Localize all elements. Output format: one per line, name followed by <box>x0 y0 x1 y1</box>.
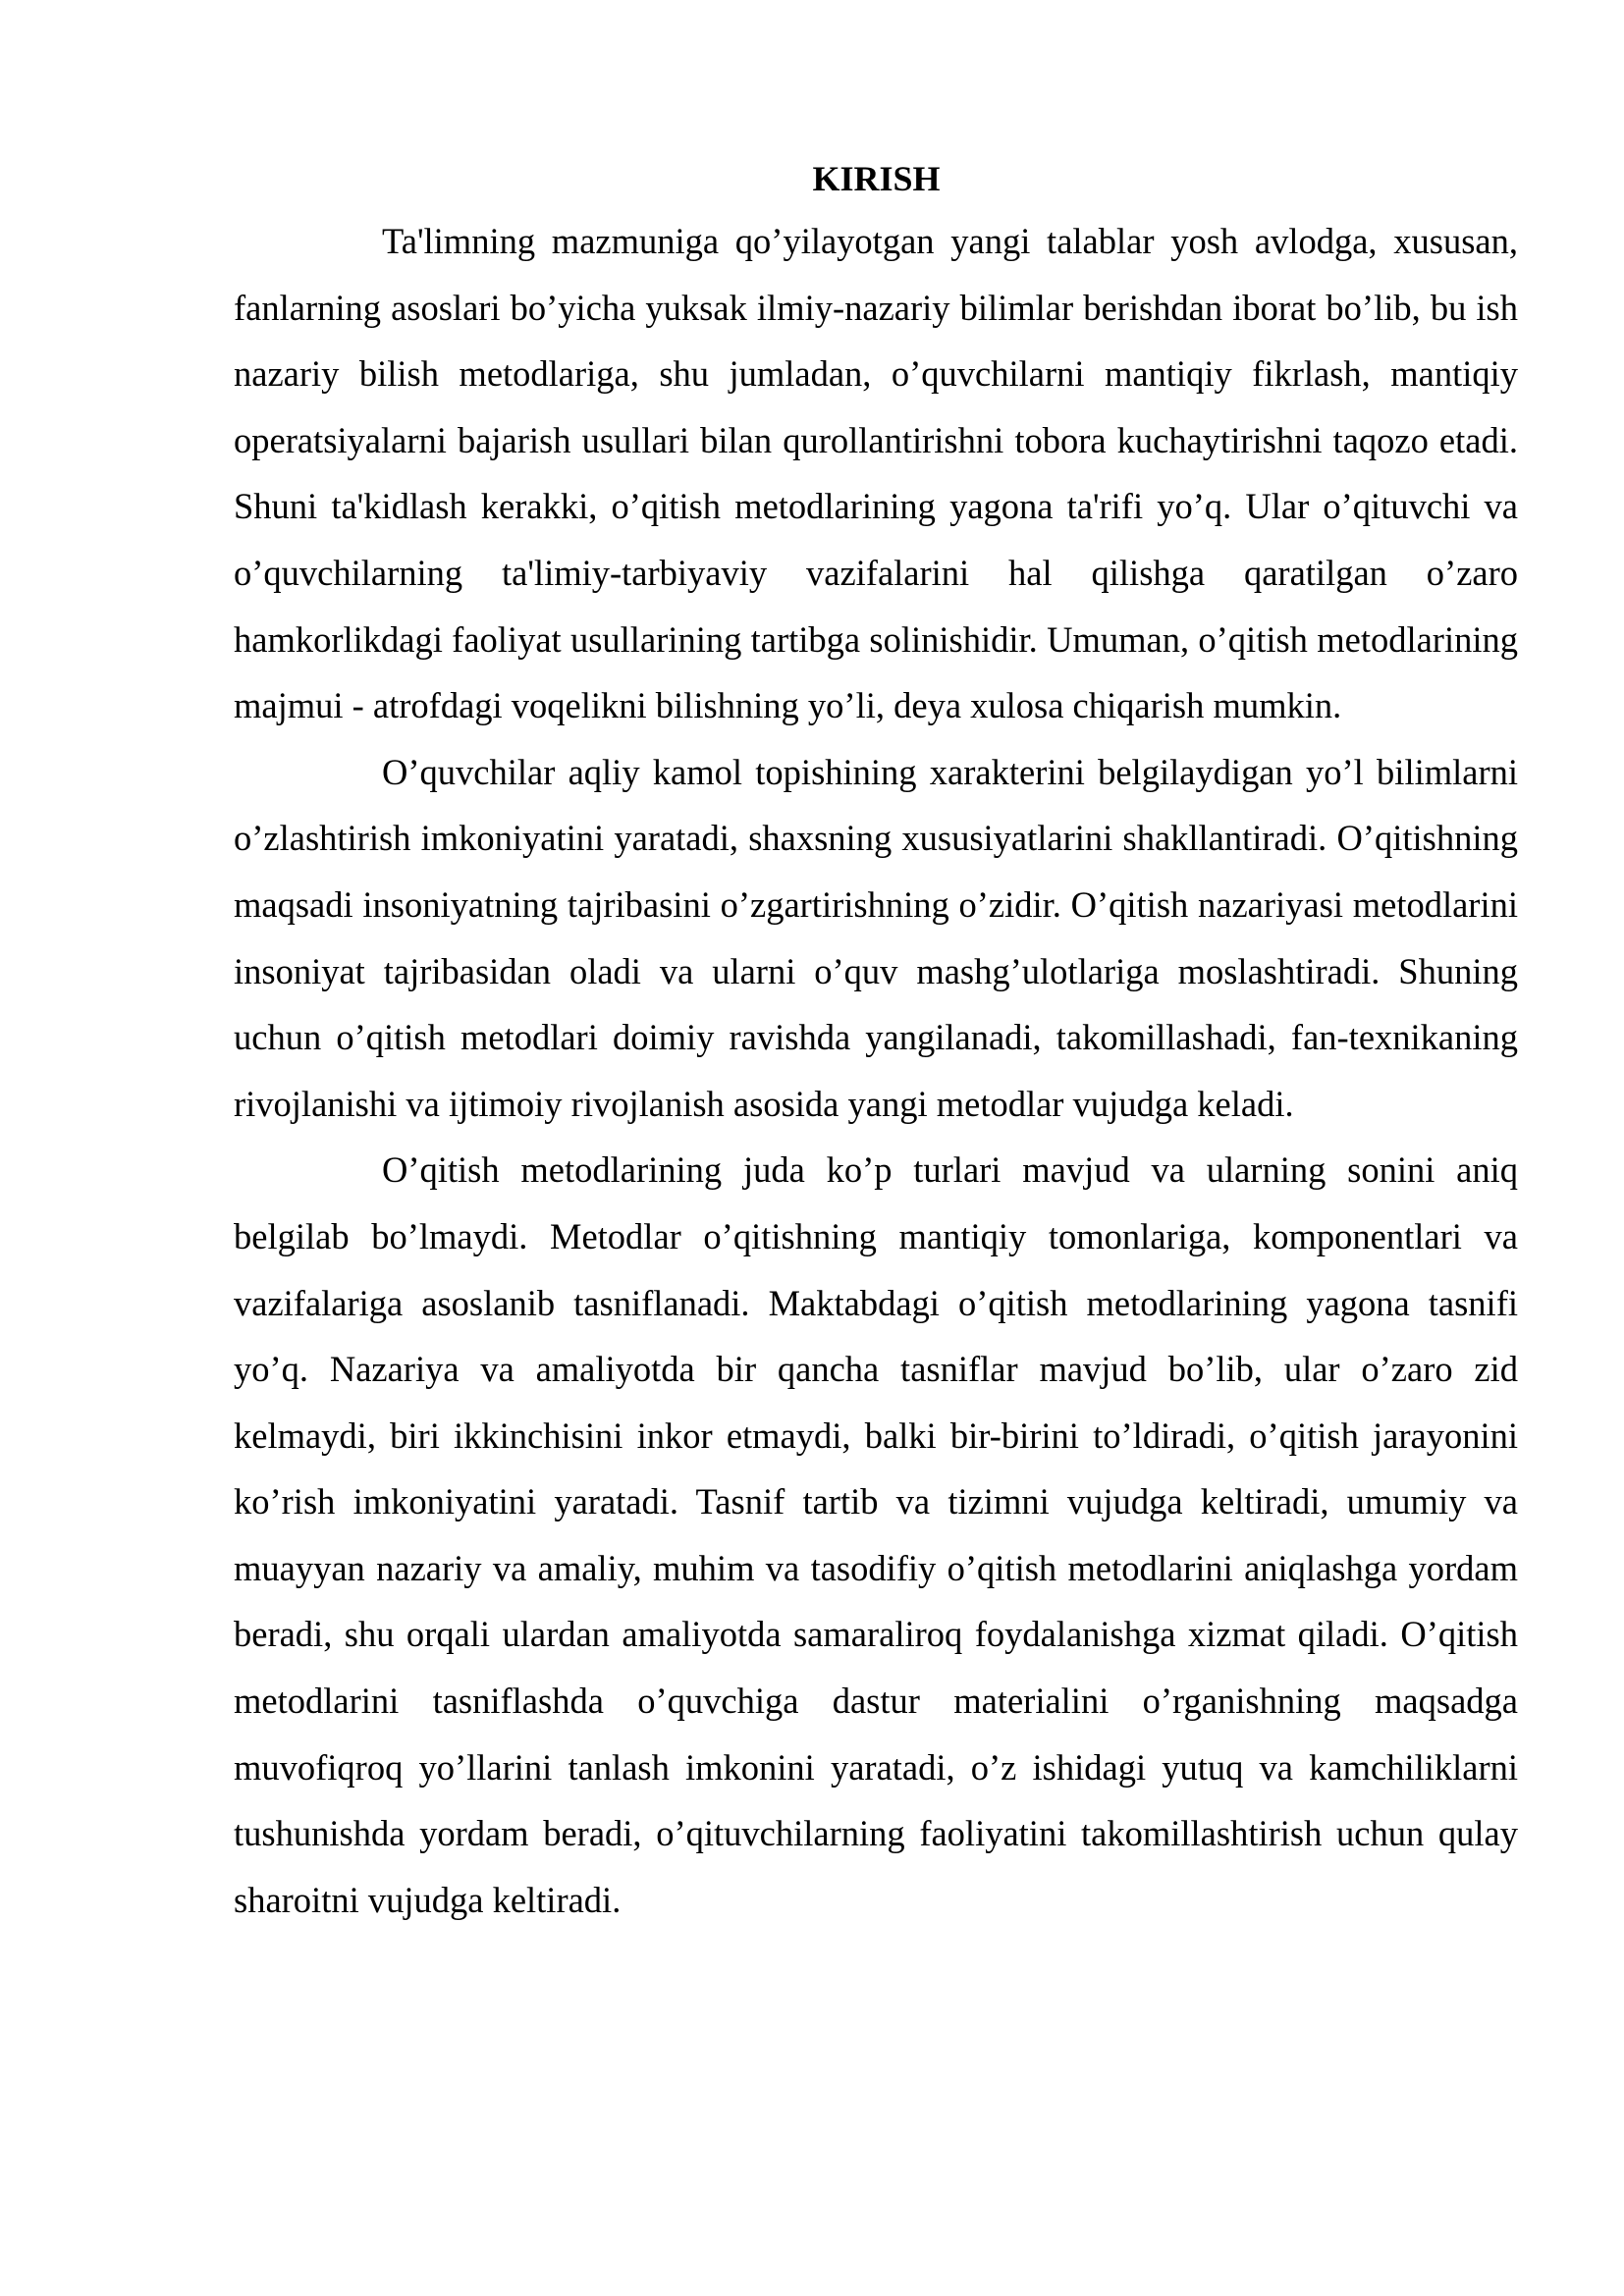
document-body <box>234 149 1518 1933</box>
paragraph-1: Ta'limning mazmuniga qo’yilayotgan yangi talablar yosh avlodga, xususan, fanlarning asoslari bo’yicha yuksak ilmiy-nazariy bilimlar berishdan iborat bo’lib, bu ish nazariy bilish metodlariga, shu jumladan, o’quvchilarni mantiqiy fikrlash, mantiqiy operatsiyalarni bajarish usullari bilan qurollantirishni tobora kuchaytirishni taqozo etadi. Shuni ta'kidlash kerakki, o’qitish metodlarining yagona ta'rifi yo’q. Ular o’qituvchi va o’quvchilarning ta'limiy-tarbiyaviy vazifalarini hal qilishga qaratilgan o’zaro hamkorlikdagi faoliyat usullarining tartibga solinishidir. Umuman, o’qitish metodlarining majmui - atrofdagi voqelikni bilishning yo’li, deya xulosa chiqarish mumkin. <box>234 221 1518 726</box>
paragraph-2: O’quvchilar aqliy kamol topishining xarakterini belgilaydigan yo’l bilimlarni o’zlashtirish imkoniyatini yaratadi, shaxsning xususiyatlarini shakllantiradi. O’qitishning maqsadi insoniyatning tajribasini o’zgartirishning o’zidir. O’qitish nazariyasi metodlarini insoniyat tajribasidan oladi va ularni o’quv mashg’ulotlariga moslashtiradi. Shuning uchun o’qitish metodlari doimiy ravishda yangilanadi, takomillashadi, fan-texnikaning rivojlanishi va ijtimoiy rivojlanish asosida yangi metodlar vujudga keladi. <box>234 751 1518 1124</box>
paragraph-3: O’qitish metodlarining juda ko’p turlari mavjud va ularning sonini aniq belgilab bo’lmaydi. Metodlar o’qitishning mantiqiy tomonlariga, komponentlari va vazifalariga asoslanib tasniflanadi. Maktabdagi o’qitish metodlarining yagona tasnifi yo’q. Nazariya va amaliyotda bir qancha tasniflar mavjud bo’lib, ular o’zaro zid kelmaydi, biri ikkinchisini inkor etmaydi, balki bir-birini to’ldiradi, o’qitish jarayonini ko’rish imkoniyatini yaratadi. Tasnif tartib va tizimni vujudga keltiradi, umumiy va muayyan nazariy va amaliy, muhim va tasodifiy o’qitish metodlarini aniqlashga yordam beradi, shu orqali ulardan amaliyotda samaraliroq foydalanishga xizmat qiladi. O’qitish metodlarini tasniflashda o’quvchiga dastur materialini o’rganishning maqsadga muvofiqroq yo’llarini tanlash imkonini yaratadi, o’z ishidagi yutuq va kamchiliklarni tushunishda yordam beradi, o’qituvchilarning faoliyatini takomillashtirish uchun qulay sharoitni vujudga keltiradi. <box>234 1149 1518 1920</box>
document-title: KIRISH <box>812 159 941 198</box>
